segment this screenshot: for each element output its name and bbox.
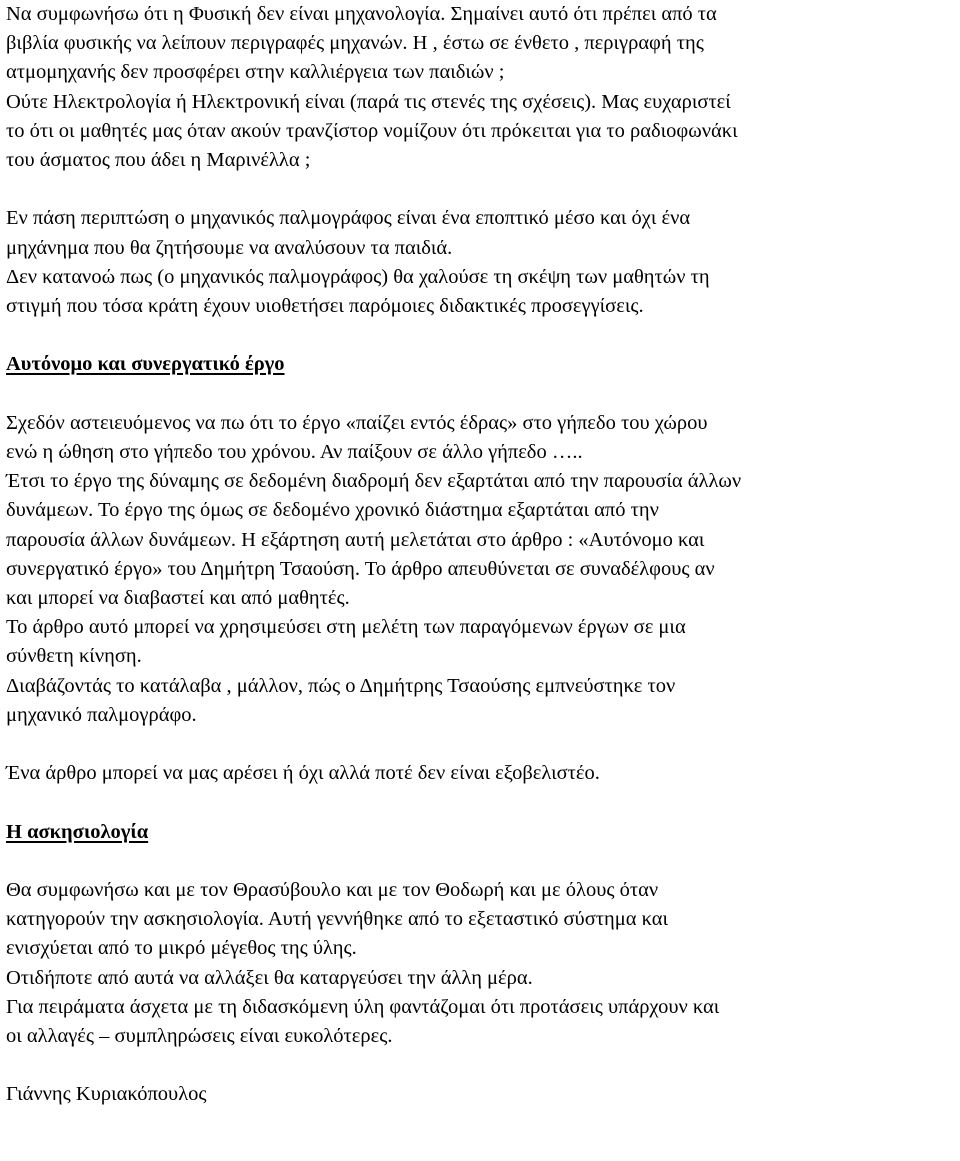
text-line: στιγμή που τόσα κράτη έχουν υιοθετήσει παρόμοιες διδακτικές προσεγγίσεις. [6, 295, 644, 318]
text-line: ενώ η ώθηση στο γήπεδο του χρόνου. Αν παίξουν σε άλλο γήπεδο ….. [6, 441, 583, 463]
text-line: δυνάμεων. Το έργο της όμως σε δεδομένο χρονικό διάστημα εξαρτάται από την [6, 499, 659, 522]
text-line: ενισχύεται από το μικρό μέγεθος της ύλης. [6, 937, 357, 960]
blank-line [6, 847, 952, 876]
text-line: Το άρθρο αυτό μπορεί να χρησιμεύσει στη μελέτη των παραγόμενων έργων σε μια [6, 616, 686, 639]
text-line: και μπορεί να διαβαστεί και από μαθητές. [6, 587, 350, 610]
text-line: κατηγορούν την ασκησιολογία. Αυτή γεννήθηκε από το εξεταστικό σύστημα και [6, 908, 668, 931]
text-line: Θα συμφωνήσω και με τον Θρασύβουλο και με τον Θοδωρή και με όλους όταν [6, 879, 659, 901]
paragraph-exercises [6, 876, 952, 1051]
text-line: Να συμφωνήσω ότι η Φυσική δεν είναι μηχανολογία. Σημαίνει αυτό ότι πρέπει από τα [6, 3, 717, 25]
text-line: βιβλία φυσικής να λείπουν περιγραφές μηχανών. Η , έστω σε ένθετο , περιγραφή της [6, 32, 704, 55]
text-line: Σχεδόν αστειευόμενος να πω ότι το έργο «παίζει εντός έδρας» στο γήπεδο του χώρου [6, 411, 708, 434]
section-heading-exercise-drilling: Η ασκησιολογία [6, 820, 149, 843]
paragraph-work [6, 409, 952, 730]
blank-line [6, 175, 952, 204]
blank-line [6, 321, 952, 350]
text-line: οι αλλαγές – συμπληρώσεις είναι ευκολότερες. [6, 1025, 393, 1048]
section-heading-autonomous-work: Αυτόνομο και συνεργατικό έργο [6, 353, 285, 376]
text-line: Ένα άρθρο μπορεί να μας αρέσει ή όχι αλλά ποτέ δεν είναι εξοβελιστέο. [6, 762, 600, 785]
author-name: Γιάννης Κυριακόπουλος [6, 1083, 207, 1106]
blank-line [6, 788, 952, 817]
document-page [6, 0, 952, 1110]
blank-line [6, 380, 952, 409]
blank-line [6, 730, 952, 759]
text-line: ατμομηχανής δεν προσφέρει στην καλλιέργεια των παιδιών ; [6, 61, 505, 84]
blank-line [6, 1051, 952, 1080]
text-line: το ότι οι μαθητές μας όταν ακούν τρανζίστορ νομίζουν ότι πρόκειται για το ραδιοφωνάκι [6, 119, 738, 142]
text-line: Έτσι το έργο της δύναμης σε δεδομένη διαδρομή δεν εξαρτάται από την παρουσία άλλων [6, 470, 742, 493]
text-line: μηχανικό παλμογράφο. [6, 703, 197, 726]
text-line: Για πειράματα άσχετα με τη διδασκόμενη ύλη φαντάζομαι ότι προτάσεις υπάρχουν και [6, 995, 720, 1018]
text-line: συνεργατικό έργο» του Δημήτρη Τσαούση. Το άρθρο απευθύνεται σε συναδέλφους αν [6, 557, 715, 580]
text-line: μηχάνημα που θα ζητήσουμε να αναλύσουν τα παιδιά. [6, 236, 453, 259]
text-line: παρουσία άλλων δυνάμεων. Η εξάρτηση αυτή μελετάται στο άρθρο : «Αυτόνομο και [6, 528, 705, 551]
text-line: Εν πάση περιπτώση ο μηχανικός παλμογράφος είναι ένα εποπτικό μέσο και όχι ένα [6, 207, 691, 230]
text-line: Ούτε Ηλεκτρολογία ή Ηλεκτρονική είναι (παρά τις στενές της σχέσεις). Μας ευχαριστεί [6, 90, 731, 113]
text-line: Διαβάζοντάς το κατάλαβα , μάλλον, πώς ο Δημήτρης Τσαούσης εμπνεύστηκε τον [6, 674, 676, 697]
text-line: Οτιδήποτε από αυτά να αλλάξει θα καταργεύσει την άλλη μέρα. [6, 966, 533, 989]
text-line: Δεν κατανοώ πως (ο μηχανικός παλμογράφος) θα χαλούσε τη σκέψη των μαθητών τη [6, 265, 710, 288]
paragraph-closing-remark [6, 759, 952, 788]
signature [6, 1080, 952, 1109]
text-line: σύνθετη κίνηση. [6, 645, 142, 668]
paragraph-oscilloscope [6, 204, 952, 321]
text-line: του άσματος που άδει η Μαρινέλλα ; [6, 149, 311, 172]
paragraph-intro [6, 0, 952, 175]
